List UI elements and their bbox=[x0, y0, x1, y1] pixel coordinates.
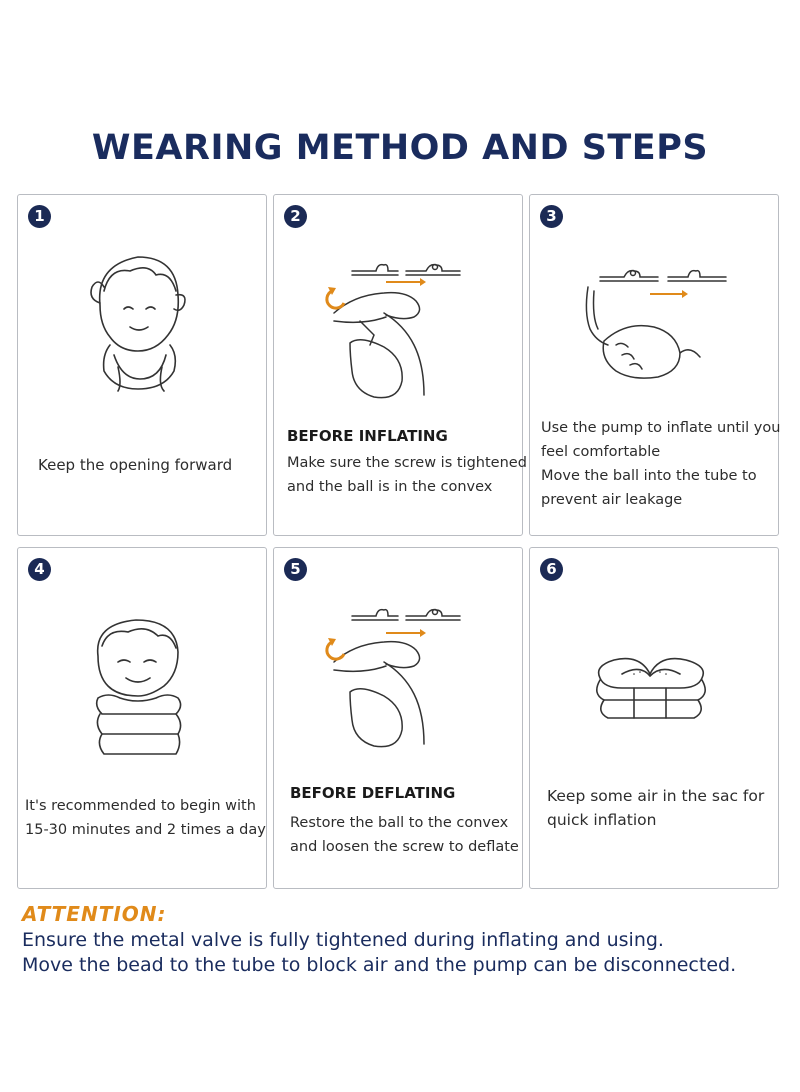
step-card-3 bbox=[529, 194, 779, 536]
step-number-badge: 2 bbox=[284, 205, 307, 228]
step-card-5 bbox=[273, 547, 523, 889]
step-3-text: Use the pump to inflate until you feel comfortable Move the ball into the tube to prevent air leakage bbox=[541, 420, 781, 508]
valve-screw-illustration bbox=[274, 195, 524, 415]
step-number-badge: 3 bbox=[540, 205, 563, 228]
page-title: WEARING METHOD AND STEPS bbox=[91, 128, 709, 168]
step-number-badge: 4 bbox=[28, 558, 51, 581]
pump-inflation-illustration bbox=[530, 195, 780, 415]
step-card-4 bbox=[17, 547, 267, 889]
step-4-text: It's recommended to begin with 15-30 minutes and 2 times a day bbox=[25, 798, 266, 838]
step-card-2 bbox=[273, 194, 527, 536]
valve-release-illustration bbox=[274, 548, 524, 768]
step-number-badge: 5 bbox=[284, 558, 307, 581]
step-2-text: Make sure the screw is tightened and the ball is in the convex bbox=[287, 455, 527, 495]
step-5-text: Restore the ball to the convex and loosen the screw to deflate bbox=[290, 815, 519, 855]
child-with-collar-illustration bbox=[18, 195, 268, 445]
step-card-1 bbox=[17, 194, 267, 536]
step-5-heading: BEFORE DEFLATING bbox=[290, 784, 456, 802]
step-2-heading: BEFORE INFLATING bbox=[287, 427, 448, 445]
attention-line-1: Ensure the metal valve is fully tightened during inflating and using. bbox=[22, 929, 664, 951]
attention-line-2: Move the bead to the tube to block air and the pump can be disconnected. bbox=[22, 954, 737, 976]
step-1-text: Keep the opening forward bbox=[38, 456, 233, 474]
step-number-badge: 6 bbox=[540, 558, 563, 581]
step-6-text: Keep some air in the sac for quick inflation bbox=[547, 787, 765, 829]
step-number-badge: 1 bbox=[28, 205, 51, 228]
attention-title: ATTENTION: bbox=[22, 902, 167, 926]
child-wearing-inflated-collar-illustration bbox=[18, 548, 268, 778]
deflated-collar-illustration bbox=[530, 548, 780, 748]
step-card-6 bbox=[529, 547, 779, 889]
